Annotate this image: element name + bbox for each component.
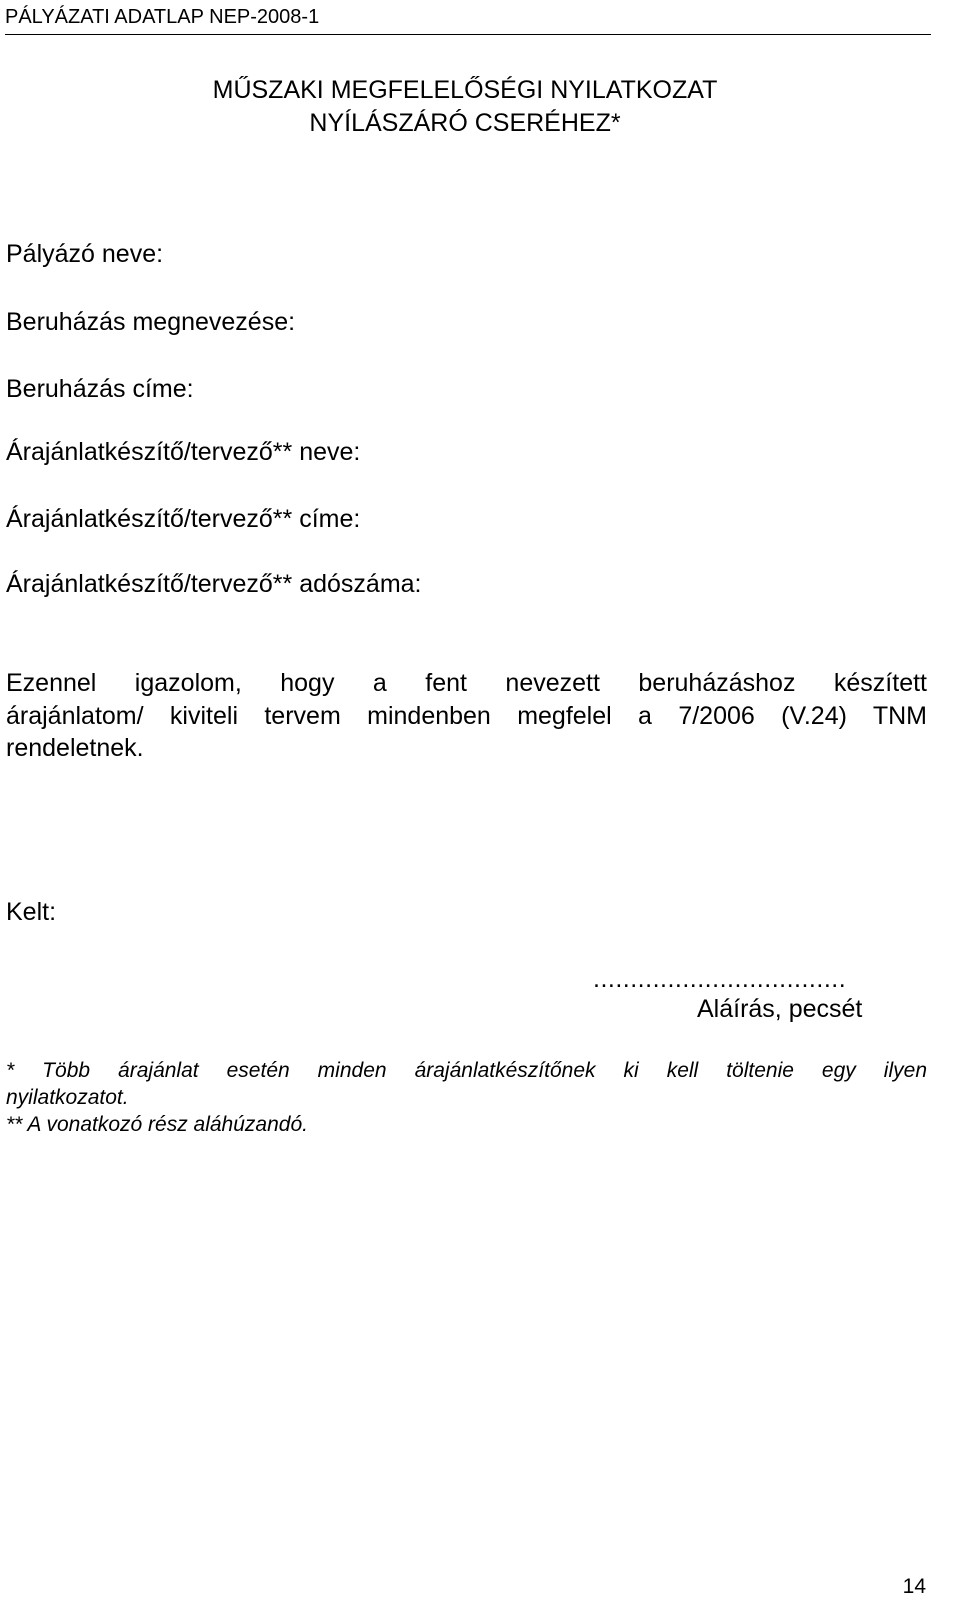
page-number: 14 <box>902 1575 926 1598</box>
field-estimator-address: Árajánlatkészítő/tervező** címe: <box>6 505 361 533</box>
declaration-statement <box>6 667 927 765</box>
field-estimator-name: Árajánlatkészítő/tervező** neve: <box>6 438 361 466</box>
document-title-line-1: MŰSZAKI MEGFELELŐSÉGI NYILATKOZAT <box>212 76 718 104</box>
field-applicant-name: Pályázó neve: <box>6 240 164 268</box>
signature-line: .................................. <box>593 965 847 993</box>
date-label: Kelt: <box>6 898 57 926</box>
field-investment-name: Beruházás megnevezése: <box>6 308 296 336</box>
declaration-line-2: árajánlatom/ kiviteli tervem mindenben megfelel a 7/2006 (V.24) TNM <box>6 701 927 730</box>
document-title-line-2: NYÍLÁSZÁRÓ CSERÉHEZ* <box>309 109 621 137</box>
footnote-1-line-2: nyilatkozatot. <box>6 1086 129 1109</box>
running-header <box>5 4 931 35</box>
footnote-1-line-1: * Több árajánlat esetén minden árajánlatkészítőnek ki kell töltenie egy ilyen <box>6 1059 927 1082</box>
declaration-line-3: rendeletnek. <box>6 734 144 762</box>
field-investment-address: Beruházás címe: <box>6 375 194 403</box>
signature-label: Aláírás, pecsét <box>697 995 863 1023</box>
footnotes <box>6 1057 927 1138</box>
footnote-2: ** A vonatkozó rész aláhúzandó. <box>6 1113 308 1136</box>
declaration-line-1: Ezennel igazolom, hogy a fent nevezett beruházáshoz készített <box>6 669 927 697</box>
field-estimator-tax-number: Árajánlatkészítő/tervező** adószáma: <box>6 570 422 598</box>
running-header-text: PÁLYÁZATI ADATLAP NEP-2008-1 <box>5 6 320 28</box>
